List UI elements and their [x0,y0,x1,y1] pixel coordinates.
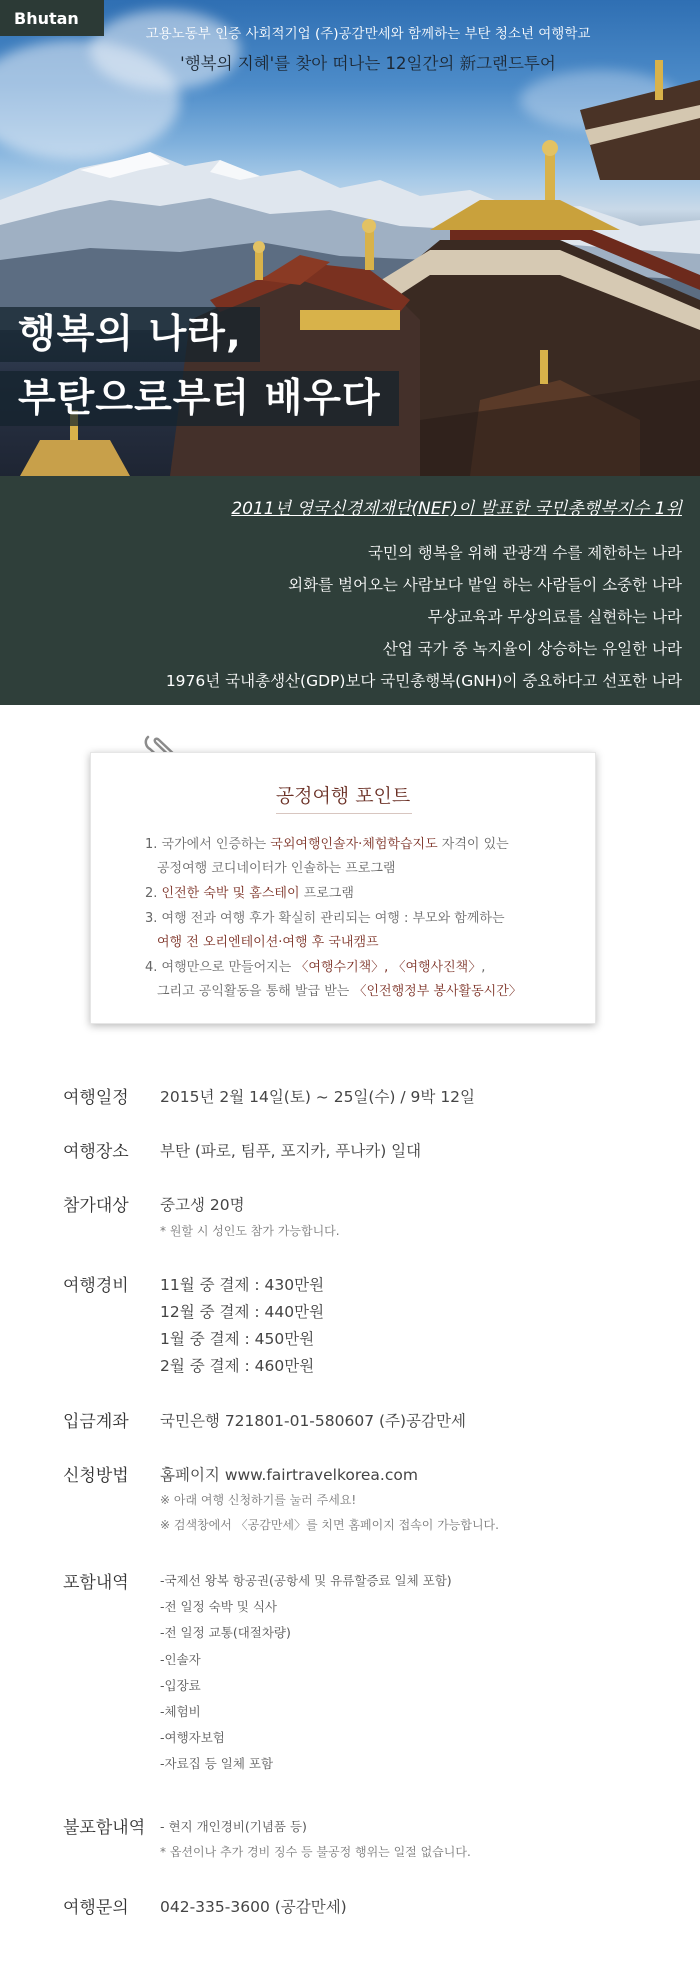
info-line: 무상교육과 무상의료를 실현하는 나라 [427,608,682,626]
point-highlight: 국외여행인솔자·체험학습지도 [270,837,438,852]
point-text: 1. 국가에서 인증하는 [145,837,271,852]
info-headline: 2011년 영국신경제재단(NEF)이 발표한 국민총행복지수 1위 [231,499,682,519]
apply-note: ※ 아래 여행 신청하기를 눌러 주세요! [160,1493,357,1507]
point-item-4-cont [157,980,522,999]
points-title: 공정여행 포인트 [275,785,411,807]
apply-note: ※ 검색창에서 〈공감만세〉를 치면 홈페이지 접속이 가능합니다. [160,1518,499,1532]
cost-value: 2월 중 결제 : 460만원 [160,1357,315,1375]
point-item-1 [145,833,509,852]
info-band [0,476,700,705]
include-item: -체험비 [160,1704,201,1719]
account-label: 입금계좌 [63,1412,129,1432]
hero-title-line-1: 행복의 나라, [0,307,260,362]
account-value: 국민은행 721801-01-580607 (주)공감만세 [160,1412,466,1430]
hero-subtitle: 고용노동부 인증 사회적기업 (주)공감만세와 함께하는 부탄 청소년 여행학교 [145,26,591,42]
info-line: 외화를 벌어오는 사람보다 밭일 하는 사람들이 소중한 나라 [288,576,682,594]
cost-value: 11월 중 결제 : 430만원 [160,1276,325,1294]
point-text: 프로그램 [299,886,354,901]
place-label: 여행장소 [63,1142,129,1162]
info-line: 1976년 국내총생산(GDP)보다 국민총행복(GNH)이 중요하다고 선포한 나라 [165,672,682,690]
fair-travel-points-card [90,752,596,1024]
point-item-4 [145,956,485,975]
hero-title-line-2: 부탄으로부터 배우다 [0,371,399,426]
include-item: -인솔자 [160,1652,201,1667]
point-highlight: 〈여행수기책〉, 〈여행사진책〉 [295,960,482,975]
cost-label: 여행경비 [63,1276,129,1296]
include-item: -전 일정 숙박 및 식사 [160,1599,278,1614]
include-item: -전 일정 교통(대절차량) [160,1625,291,1640]
include-item: -자료집 등 일체 포함 [160,1756,274,1771]
apply-website[interactable]: 홈페이지 www.fairtravelkorea.com [160,1466,418,1484]
point-item-2 [145,882,354,901]
info-line: 산업 국가 중 녹지율이 상승하는 유일한 나라 [382,640,682,658]
include-item: -입장료 [160,1678,201,1693]
cost-value: 1월 중 결제 : 450만원 [160,1330,315,1348]
exclude-label: 불포함내역 [63,1818,146,1838]
hero-banner [0,0,700,476]
point-item-3: 3. 여행 전과 여행 후가 확실히 관리되는 여행 : 부모와 함께하는 [145,911,505,926]
schedule-value: 2015년 2월 14일(토) ~ 25일(수) / 9박 12일 [160,1088,476,1106]
point-highlight: 인전한 숙박 및 홈스테이 [161,886,300,901]
contact-value: 042-335-3600 (공감만세) [160,1898,347,1916]
place-value: 부탄 (파로, 팀푸, 포지카, 푸나카) 일대 [160,1142,422,1160]
point-text: , [481,960,486,975]
point-text: 그리고 공익활동을 통해 발급 받는 [157,984,354,999]
point-highlight: 〈인전행정부 봉사활동시간〉 [353,984,522,999]
info-line: 국민의 행복을 위해 관광객 수를 제한하는 나라 [367,544,682,562]
include-label: 포함내역 [63,1573,129,1593]
point-text: 2. [145,886,162,901]
target-value: 중고생 20명 [160,1196,245,1214]
cost-value: 12월 중 결제 : 440만원 [160,1303,325,1321]
include-item: -여행자보험 [160,1730,225,1745]
target-label: 참가대상 [63,1196,129,1216]
points-divider [276,813,412,814]
contact-label: 여행문의 [63,1898,129,1918]
target-note: * 원할 시 성인도 참가 가능합니다. [160,1224,340,1238]
include-item: -국제선 왕복 항공권(공항세 및 유류할증료 일체 포함) [160,1573,452,1588]
point-text: 자격이 있는 [437,837,509,852]
exclude-value: - 현지 개인경비(기념품 등) [160,1819,307,1834]
point-item-3-cont: 여행 전 오리엔테이션·여행 후 국내캠프 [157,935,379,950]
hero-tagline: '행복의 지혜'를 찾아 떠나는 12일간의 新그랜드투어 [180,54,556,73]
point-item-1-cont: 공정여행 코디네이터가 인솔하는 프로그램 [157,861,396,876]
apply-label: 신청방법 [63,1466,129,1486]
point-text: 4. 여행만으로 만들어지는 [145,960,296,975]
exclude-note: * 옵션이나 추가 경비 징수 등 불공정 행위는 일절 없습니다. [160,1845,471,1859]
brand-tag: Bhutan [0,0,104,36]
schedule-label: 여행일정 [63,1088,129,1108]
